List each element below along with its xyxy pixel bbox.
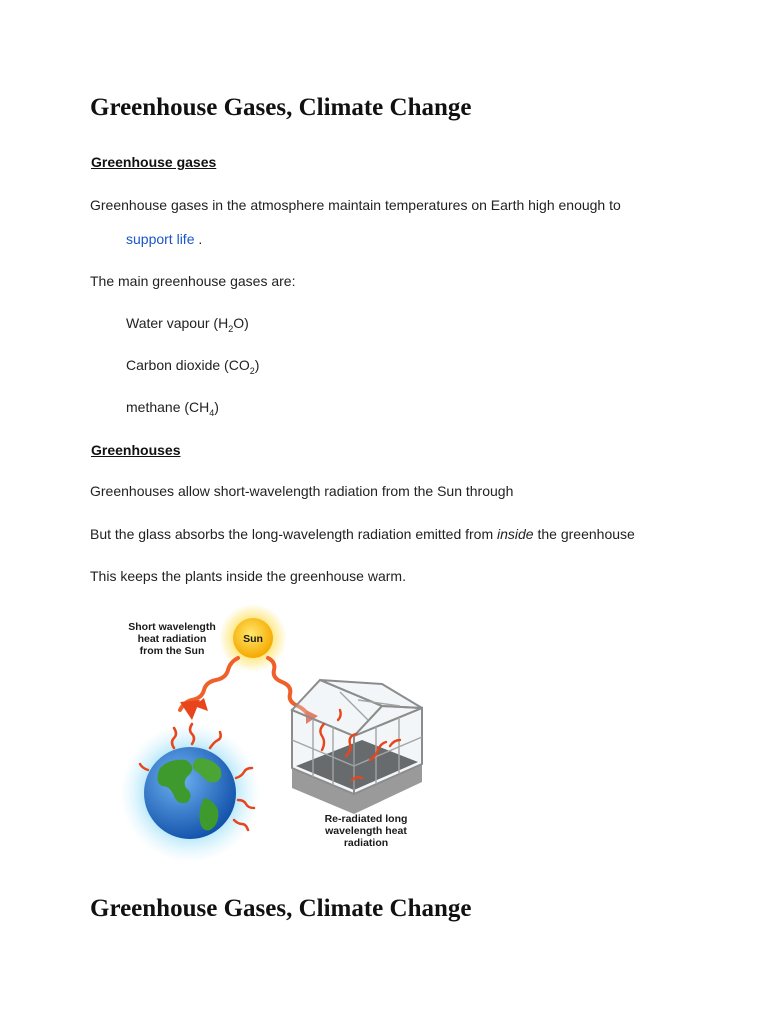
greenhouse-icon bbox=[292, 680, 422, 814]
gas-subscript: 2 bbox=[249, 365, 255, 376]
greenhouse-line-3: This keeps the plants inside the greenhouse warm. bbox=[90, 568, 406, 584]
long-label-line-1: Re-radiated long bbox=[324, 813, 408, 825]
intro-end: . bbox=[194, 231, 203, 247]
gas-name: Water vapour (H bbox=[126, 315, 229, 331]
support-life-link[interactable]: support life bbox=[126, 231, 195, 247]
sun-label: Sun bbox=[243, 633, 263, 645]
gas-end: ) bbox=[254, 357, 260, 373]
short-label-line-3: from the Sun bbox=[139, 645, 205, 657]
greenhouse-effect-illustration bbox=[100, 600, 440, 864]
gas-subscript: 2 bbox=[228, 323, 234, 334]
gas-item-methane bbox=[126, 399, 219, 418]
section-heading-greenhouses: Greenhouses bbox=[91, 442, 181, 458]
page-title: Greenhouse Gases, Climate Change bbox=[90, 94, 472, 121]
gas-subscript: 4 bbox=[209, 407, 215, 418]
short-label-line-2: heat radiation bbox=[137, 633, 207, 645]
intro-paragraph: Greenhouse gases in the atmosphere maintain temperatures on Earth high enough to bbox=[90, 197, 621, 213]
greenhouse-line-2-start: But the glass absorbs the long-wavelength radiation emitted from bbox=[90, 526, 498, 542]
gas-end: O) bbox=[233, 315, 249, 331]
gas-item-water-vapour bbox=[126, 315, 249, 334]
greenhouse-line-1: Greenhouses allow short-wavelength radiation from the Sun through bbox=[90, 483, 514, 499]
long-wavelength-label bbox=[324, 813, 407, 849]
long-label-line-2: wavelength heat bbox=[325, 825, 407, 837]
intro-continuation bbox=[126, 231, 202, 247]
repeated-page-title: Greenhouse Gases, Climate Change bbox=[90, 895, 472, 922]
earth-icon bbox=[120, 723, 260, 863]
sun-icon bbox=[219, 604, 287, 672]
greenhouse-line-2 bbox=[90, 526, 635, 542]
short-label-line-1: Short wavelength bbox=[128, 621, 216, 633]
section-heading-greenhouse-gases: Greenhouse gases bbox=[91, 154, 217, 170]
gas-end: ) bbox=[214, 399, 219, 415]
long-label-line-3: radiation bbox=[343, 837, 389, 849]
greenhouse-line-2-emphasis: inside bbox=[497, 526, 534, 542]
gas-item-carbon-dioxide bbox=[126, 357, 260, 376]
gas-name: methane (CH bbox=[126, 399, 210, 415]
gas-name: Carbon dioxide (CO bbox=[126, 357, 250, 373]
list-intro: The main greenhouse gases are: bbox=[90, 273, 296, 289]
short-wavelength-label bbox=[128, 621, 216, 657]
short-wave-arrowhead-earth-large bbox=[180, 700, 200, 720]
greenhouse-line-2-end: the greenhouse bbox=[533, 526, 635, 542]
